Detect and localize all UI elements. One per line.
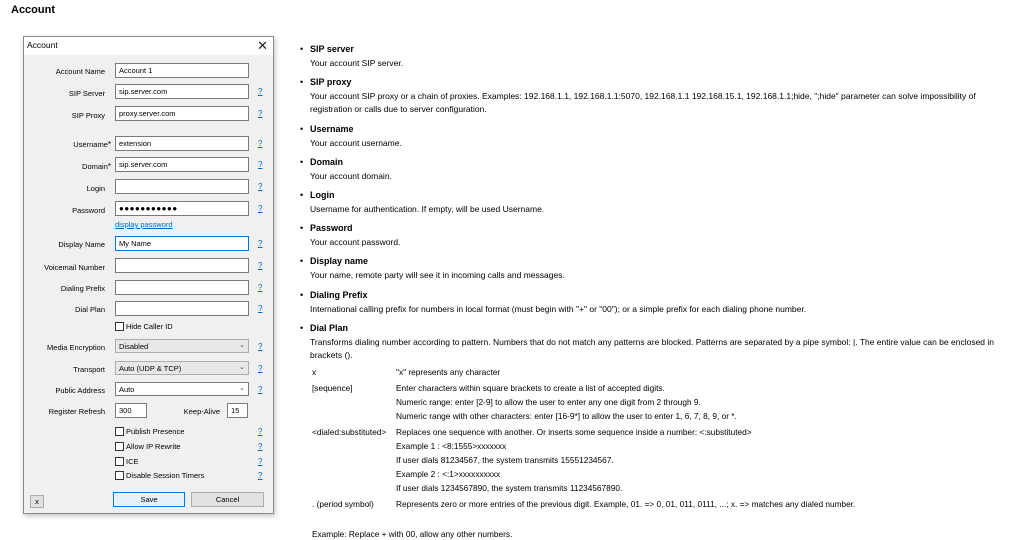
dialog-titlebar	[24, 37, 273, 55]
username-help-link[interactable]: ?	[258, 139, 263, 148]
doc-desc: Transforms dialing number according to pattern. Numbers that do not match any patterns are blocked. Patterns are separated by a pipe symbol: |. The entire value can be enclosed in brackets ().	[310, 337, 995, 360]
dialog-title: Account	[27, 40, 58, 50]
dialing-prefix-help-link[interactable]: ?	[258, 283, 263, 292]
username-input[interactable]: extension	[115, 136, 249, 151]
password-input[interactable]: ●●●●●●●●●●●	[115, 201, 249, 216]
doc-title: Username	[310, 124, 354, 134]
password-label: Password	[72, 206, 105, 215]
doc-title: SIP server	[310, 44, 354, 54]
transport-label: Transport	[73, 365, 105, 374]
sip-server-input[interactable]: sip.server.com	[115, 84, 249, 99]
checkbox-icon	[115, 457, 124, 466]
close-icon[interactable]: ✕	[257, 38, 268, 53]
login-label: Login	[86, 184, 105, 193]
transport-select[interactable]: Auto (UDP & TCP) ⌄	[115, 361, 249, 375]
doc-desc: Your account password.	[310, 237, 401, 247]
display-name-label: Display Name	[58, 240, 105, 249]
display-name-input[interactable]: My Name	[115, 236, 249, 251]
checkbox-icon	[115, 471, 124, 480]
save-button[interactable]: Save	[113, 492, 185, 507]
disable-session-timers-checkbox[interactable]: Disable Session Timers	[115, 471, 204, 480]
dial-plan-definition: Example 1 : <8:1555>xxxxxxx	[396, 441, 507, 451]
sip-proxy-input[interactable]: proxy.server.com	[115, 106, 249, 121]
domain-input[interactable]: sip.server.com	[115, 157, 249, 172]
domain-label: Domain*	[82, 162, 111, 171]
dial-plan-definition: If user dials 1234567890, the system transmits 11234567890.	[396, 483, 623, 493]
dial-plan-help-link[interactable]: ?	[258, 304, 263, 313]
page-heading: Account	[11, 4, 55, 16]
dial-plan-label: Dial Plan	[74, 305, 105, 314]
allow-ip-rewrite-help-link[interactable]: ?	[258, 442, 263, 451]
account-dialog	[23, 36, 274, 514]
dial-plan-term: <dialed:substituted>	[312, 427, 387, 437]
x-button[interactable]: x	[30, 495, 44, 508]
publish-presence-help-link[interactable]: ?	[258, 427, 263, 436]
sip-server-help-link[interactable]: ?	[258, 87, 263, 96]
doc-title: Password	[310, 223, 353, 233]
doc-desc: Username for authentication. If empty, will be used Username.	[310, 204, 545, 214]
media-encryption-help-link[interactable]: ?	[258, 342, 263, 351]
display-name-help-link[interactable]: ?	[258, 239, 263, 248]
doc-title: Login	[310, 190, 335, 200]
keep-alive-label: Keep-Alive	[183, 407, 220, 416]
public-address-select[interactable]: Auto ⌄	[115, 382, 249, 396]
password-help-link[interactable]: ?	[258, 204, 263, 213]
dial-plan-definition: Numeric range with other characters: enter [16-9*] to allow the user to enter 1, 6, 7, 8, 9, or *.	[396, 411, 737, 421]
sip-server-label: SIP Server	[68, 89, 105, 98]
dial-plan-definition: Example 2 : <:1>xxxxxxxxxx	[396, 469, 501, 479]
ice-help-link[interactable]: ?	[258, 457, 263, 466]
dial-plan-definition: If user dials 81234567, the system transmits 15551234567.	[396, 455, 614, 465]
allow-ip-rewrite-checkbox[interactable]: Allow IP Rewrite	[115, 442, 180, 451]
voicemail-number-help-link[interactable]: ?	[258, 261, 263, 270]
ice-checkbox[interactable]: ICE	[115, 457, 139, 466]
register-refresh-label: Register Refresh	[48, 407, 105, 416]
chevron-down-icon: ⌄	[239, 342, 245, 349]
dial-plan-input[interactable]	[115, 301, 249, 316]
display-password-link[interactable]: display password	[115, 220, 173, 229]
media-encryption-label: Media Encryption	[47, 343, 105, 352]
chevron-down-icon: ⌄	[239, 385, 245, 392]
dial-plan-definition: "x" represents any character	[396, 367, 501, 377]
voicemail-number-input[interactable]	[115, 258, 249, 273]
checkbox-icon	[115, 322, 124, 331]
register-refresh-input[interactable]: 300	[115, 403, 147, 418]
dial-plan-definition: Enter characters within square brackets to create a list of accepted digits.	[396, 383, 665, 393]
doc-desc: Your account SIP proxy or a chain of proxies. Examples: 192.168.1.1, 192.168.1.1:5070, 192.168.1.1 192.168.15.1, 192.168.1.1;hide, ";hide" parameter can solve impossibility of registration or calls due to server configuration.	[310, 91, 976, 114]
checkbox-icon	[115, 442, 124, 451]
dial-plan-term: [sequence]	[312, 383, 353, 393]
chevron-down-icon: ⌄	[239, 364, 245, 371]
hide-caller-id-checkbox[interactable]: Hide Caller ID	[115, 322, 173, 331]
keep-alive-input[interactable]: 15	[227, 403, 248, 418]
doc-title: Dialing Prefix	[310, 290, 368, 300]
doc-desc: International calling prefix for numbers in local format (must begin with "+" or "00"); or a simple prefix for each dialing phone number.	[310, 304, 807, 314]
dialing-prefix-input[interactable]	[115, 280, 249, 295]
dial-plan-definition: Represents zero or more entries of the previous digit. Example, 01. => 0, 01, 011, 0111, ...; x. => matches any dialed number.	[396, 499, 856, 509]
account-name-label: Account Name	[55, 67, 105, 76]
domain-help-link[interactable]: ?	[258, 160, 263, 169]
disable-session-timers-help-link[interactable]: ?	[258, 471, 263, 480]
dialing-prefix-label: Dialing Prefix	[60, 284, 105, 293]
publish-presence-checkbox[interactable]: Publish Presence	[115, 427, 184, 436]
login-input[interactable]	[115, 179, 249, 194]
dial-plan-definition: Numeric range: enter [2-9] to allow the user to enter any one digit from 2 through 9.	[396, 397, 701, 407]
doc-title: Dial Plan	[310, 323, 349, 333]
media-encryption-select[interactable]: Disabled ⌄	[115, 339, 249, 353]
public-address-label: Public Address	[55, 386, 105, 395]
doc-desc: Your account SIP server.	[310, 58, 404, 68]
account-name-input[interactable]: Account 1	[115, 63, 249, 78]
sip-proxy-label: SIP Proxy	[71, 111, 105, 120]
doc-title: Domain	[310, 157, 344, 167]
doc-desc: Your account domain.	[310, 171, 392, 181]
transport-help-link[interactable]: ?	[258, 364, 263, 373]
doc-desc: Your account username.	[310, 138, 402, 148]
dial-plan-example: Example: Replace + with 00, allow any other numbers.	[312, 529, 513, 539]
username-label: Username*	[73, 140, 111, 149]
public-address-help-link[interactable]: ?	[258, 385, 263, 394]
dial-plan-term: x	[312, 367, 317, 377]
dial-plan-term: . (period symbol)	[312, 499, 374, 509]
doc-title: Display name	[310, 256, 369, 266]
sip-proxy-help-link[interactable]: ?	[258, 109, 263, 118]
dial-plan-definition: Replaces one sequence with another. Or inserts some sequence inside a number: <:substituted>	[396, 427, 752, 437]
login-help-link[interactable]: ?	[258, 182, 263, 191]
required-mark: *	[107, 140, 111, 149]
required-mark: *	[107, 162, 111, 171]
voicemail-number-label: Voicemail Number	[44, 263, 105, 272]
doc-desc: Your name, remote party will see it in incoming calls and messages.	[310, 270, 565, 280]
checkbox-icon	[115, 427, 124, 436]
cancel-button[interactable]: Cancel	[191, 492, 264, 507]
doc-title: SIP proxy	[310, 77, 352, 87]
